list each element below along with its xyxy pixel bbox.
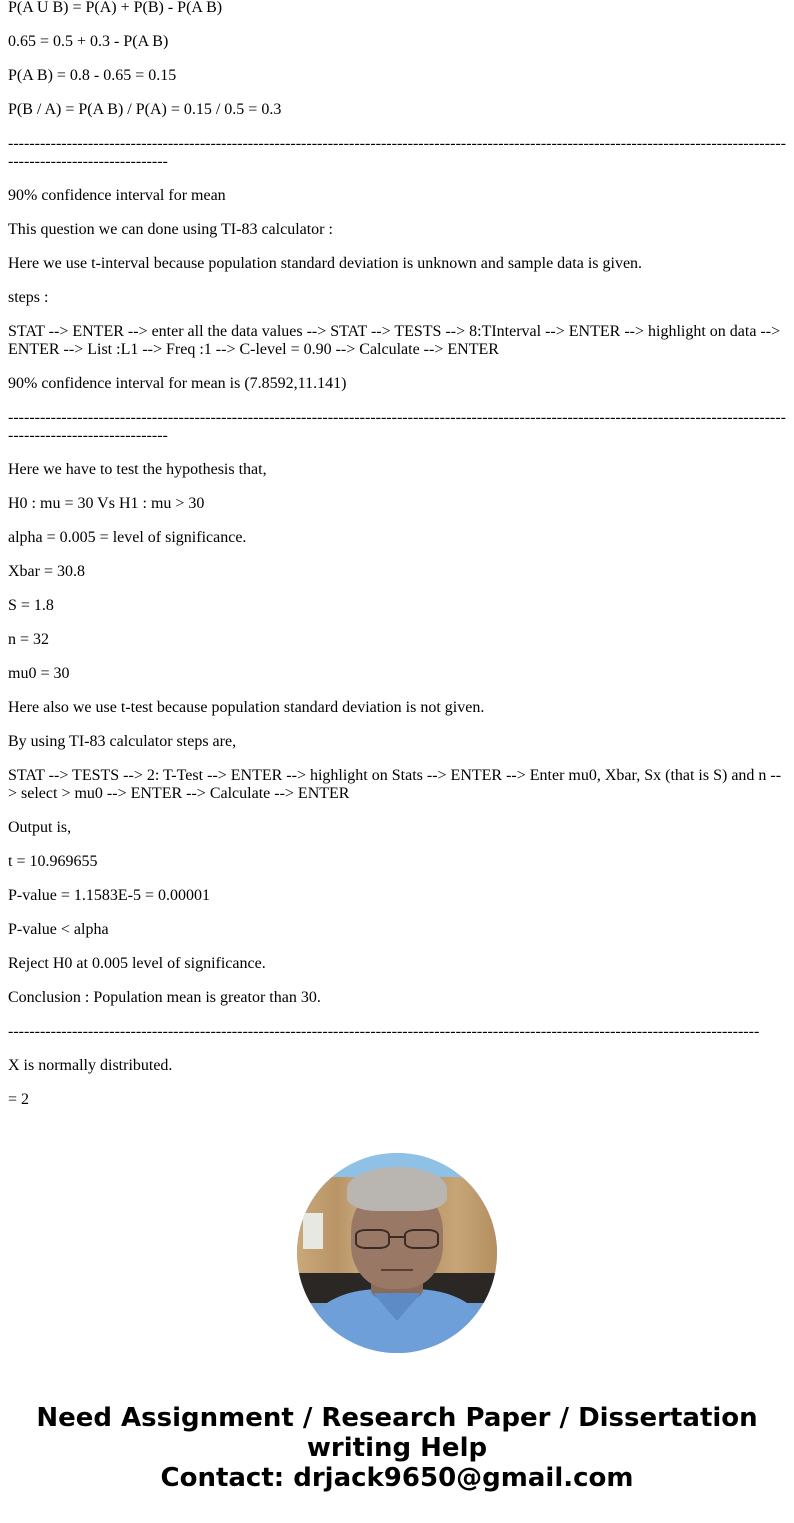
equation-union-rule: P(A U B) = P(A) + P(B) - P(A B): [8, 0, 223, 16]
promo-line-1: Need Assignment / Research Paper / Dissertation: [36, 1403, 758, 1433]
separator: --------------------------------------------------------------------------------------------------------------------------------------------------------------------------------: [8, 135, 786, 170]
paragraph: Here we use t-interval because population standard deviation is unknown and sample data is given.: [8, 255, 643, 272]
alpha-value: alpha = 0.005 = level of significance.: [8, 529, 247, 546]
paragraph: Here also we use t-test because population standard deviation is not given.: [8, 699, 485, 716]
mu0-value: mu0 = 30: [8, 665, 70, 682]
paragraph: Output is,: [8, 819, 72, 836]
author-avatar: [297, 1153, 497, 1353]
s-value: S = 1.8: [8, 597, 54, 614]
avatar-background-switch: [303, 1213, 323, 1249]
equation-conditional: P(B / A) = P(A B) / P(A) = 0.15 / 0.5 = 0.3: [8, 101, 282, 118]
xbar-value: Xbar = 30.8: [8, 563, 86, 580]
n-value: n = 32: [8, 631, 50, 648]
separator: --------------------------------------------------------------------------------------------------------------------------------------------------------------------------------: [8, 409, 786, 444]
t-statistic: t = 10.969655: [8, 853, 98, 870]
separator: ---------------------------------------------------------------------------------------------------------------------------------------------: [8, 1023, 760, 1040]
section-heading-confidence-interval: 90% confidence interval for mean: [8, 187, 226, 204]
decision: Reject H0 at 0.005 level of significance.: [8, 955, 266, 972]
promo-contact: Contact: drjack9650@gmail.com: [160, 1463, 634, 1493]
equation-intersection: P(A B) = 0.8 - 0.65 = 0.15: [8, 67, 177, 84]
confidence-interval-result: 90% confidence interval for mean is (7.8592,11.141): [8, 375, 347, 392]
comparison: P-value < alpha: [8, 921, 109, 938]
paragraph: This question we can done using TI-83 calculator :: [8, 221, 333, 238]
paragraph: steps :: [8, 289, 49, 306]
paragraph: = 2: [8, 1091, 30, 1108]
promo-line-2: writing Help: [306, 1433, 488, 1463]
paragraph: By using TI-83 calculator steps are,: [8, 733, 237, 750]
hypotheses: H0 : mu = 30 Vs H1 : mu > 30: [8, 495, 205, 512]
calculator-steps: STAT --> ENTER --> enter all the data values --> STAT --> TESTS --> 8:TInterval --> ENTER --> highlight on data --> ENTER --> List :L1 --> Freq :1 --> C-level = 0.90 --> Calculate --> ENTER: [8, 323, 781, 358]
paragraph: Here we have to test the hypothesis that,: [8, 461, 267, 478]
avatar-hair: [347, 1167, 447, 1211]
avatar-glasses-icon: [355, 1229, 439, 1249]
p-value: P-value = 1.1583E-5 = 0.00001: [8, 887, 211, 904]
paragraph: X is normally distributed.: [8, 1057, 173, 1074]
calculator-steps: STAT --> TESTS --> 2: T-Test --> ENTER --> highlight on Stats --> ENTER --> Enter mu0, Xbar, Sx (that is S) and n --> select > mu0 --> ENTER --> Calculate --> ENTER: [8, 767, 782, 802]
avatar-mouth: [381, 1269, 413, 1271]
solution-document: [8, 0, 786, 1125]
equation-substitution: 0.65 = 0.5 + 0.3 - P(A B): [8, 33, 169, 50]
conclusion: Conclusion : Population mean is greator than 30.: [8, 989, 321, 1006]
promo-banner: [0, 1403, 794, 1493]
